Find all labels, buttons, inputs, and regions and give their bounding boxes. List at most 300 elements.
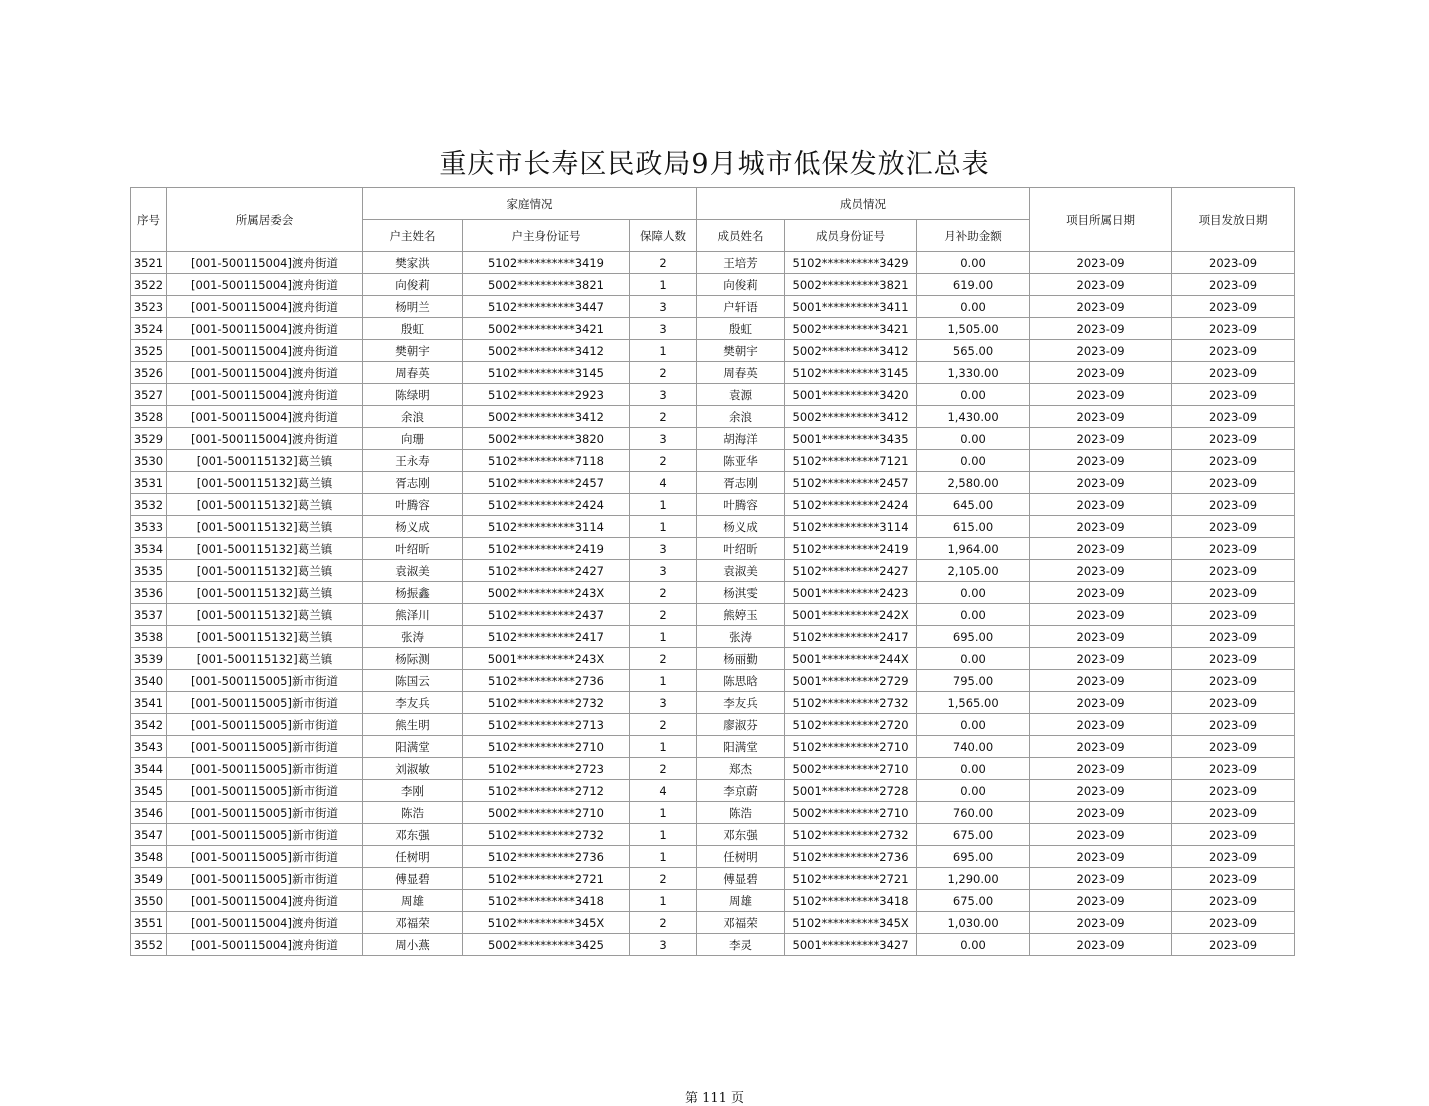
cell-committee: [001-500115004]渡舟街道 (167, 296, 363, 318)
cell-amount: 695.00 (917, 846, 1030, 868)
cell-issue-month: 2023-09 (1172, 868, 1295, 890)
cell-issue-month: 2023-09 (1172, 362, 1295, 384)
cell-head-name: 杨际测 (363, 648, 463, 670)
cell-head-name: 向珊 (363, 428, 463, 450)
cell-head-name: 周小燕 (363, 934, 463, 956)
table-body (131, 252, 1295, 956)
cell-committee: [001-500115132]葛兰镇 (167, 516, 363, 538)
cell-amount: 1,430.00 (917, 406, 1030, 428)
cell-head-id: 5102**********2417 (463, 626, 630, 648)
cell-issue-month: 2023-09 (1172, 604, 1295, 626)
cell-member-name: 李灵 (697, 934, 785, 956)
cell-member-id: 5001**********242X (785, 604, 917, 626)
cell-head-name: 邓福荣 (363, 912, 463, 934)
cell-head-name: 傅显碧 (363, 868, 463, 890)
cell-head-id: 5102**********2712 (463, 780, 630, 802)
cell-amount: 0.00 (917, 428, 1030, 450)
cell-head-name: 任树明 (363, 846, 463, 868)
cell-head-id: 5102**********2713 (463, 714, 630, 736)
cell-member-id: 5102**********2736 (785, 846, 917, 868)
cell-member-id: 5102**********3145 (785, 362, 917, 384)
table-row (131, 868, 1295, 890)
page-number: 第 111 页 (684, 1091, 745, 1106)
cell-count: 3 (630, 428, 697, 450)
cell-count: 1 (630, 824, 697, 846)
cell-head-id: 5102**********7118 (463, 450, 630, 472)
table-row (131, 824, 1295, 846)
cell-count: 2 (630, 362, 697, 384)
cell-head-name: 叶腾容 (363, 494, 463, 516)
cell-issue-month: 2023-09 (1172, 450, 1295, 472)
cell-amount: 0.00 (917, 758, 1030, 780)
cell-count: 4 (630, 472, 697, 494)
cell-count: 3 (630, 934, 697, 956)
cell-committee: [001-500115132]葛兰镇 (167, 494, 363, 516)
cell-committee: [001-500115005]新市街道 (167, 670, 363, 692)
cell-head-id: 5002**********3421 (463, 318, 630, 340)
header-member-id: 成员身份证号 (785, 220, 917, 252)
cell-issue-month: 2023-09 (1172, 296, 1295, 318)
table-row (131, 648, 1295, 670)
cell-member-name: 袁源 (697, 384, 785, 406)
cell-count: 2 (630, 252, 697, 274)
cell-head-id: 5002**********2710 (463, 802, 630, 824)
table-row (131, 538, 1295, 560)
cell-count: 1 (630, 846, 697, 868)
table-row (131, 846, 1295, 868)
cell-committee: [001-500115004]渡舟街道 (167, 274, 363, 296)
cell-committee: [001-500115005]新市街道 (167, 802, 363, 824)
cell-head-name: 邓东强 (363, 824, 463, 846)
cell-head-name: 李刚 (363, 780, 463, 802)
cell-member-id: 5102**********2424 (785, 494, 917, 516)
cell-amount: 740.00 (917, 736, 1030, 758)
cell-head-name: 杨义成 (363, 516, 463, 538)
cell-member-id: 5002**********3412 (785, 406, 917, 428)
cell-head-name: 陈国云 (363, 670, 463, 692)
cell-count: 1 (630, 516, 697, 538)
cell-amount: 1,290.00 (917, 868, 1030, 890)
cell-amount: 760.00 (917, 802, 1030, 824)
header-head-id: 户主身份证号 (463, 220, 630, 252)
cell-member-id: 5102**********2721 (785, 868, 917, 890)
cell-count: 3 (630, 692, 697, 714)
cell-amount: 675.00 (917, 890, 1030, 912)
header-project-month: 项目所属日期 (1030, 188, 1172, 252)
cell-amount: 0.00 (917, 934, 1030, 956)
cell-member-id: 5001**********3411 (785, 296, 917, 318)
cell-seq: 3537 (131, 604, 167, 626)
cell-committee: [001-500115004]渡舟街道 (167, 912, 363, 934)
cell-head-id: 5002**********3820 (463, 428, 630, 450)
cell-count: 3 (630, 296, 697, 318)
cell-issue-month: 2023-09 (1172, 912, 1295, 934)
cell-head-id: 5102**********2721 (463, 868, 630, 890)
cell-amount: 0.00 (917, 582, 1030, 604)
cell-committee: [001-500115004]渡舟街道 (167, 362, 363, 384)
cell-amount: 645.00 (917, 494, 1030, 516)
cell-head-name: 周春英 (363, 362, 463, 384)
cell-seq: 3548 (131, 846, 167, 868)
cell-count: 2 (630, 648, 697, 670)
cell-project-month: 2023-09 (1030, 802, 1172, 824)
cell-count: 2 (630, 406, 697, 428)
cell-head-id: 5102**********3419 (463, 252, 630, 274)
cell-issue-month: 2023-09 (1172, 714, 1295, 736)
cell-project-month: 2023-09 (1030, 494, 1172, 516)
cell-amount: 1,505.00 (917, 318, 1030, 340)
table-row (131, 626, 1295, 648)
cell-member-name: 向俊莉 (697, 274, 785, 296)
cell-member-id: 5102**********2419 (785, 538, 917, 560)
cell-count: 3 (630, 560, 697, 582)
cell-project-month: 2023-09 (1030, 560, 1172, 582)
cell-member-name: 杨丽勤 (697, 648, 785, 670)
cell-count: 2 (630, 604, 697, 626)
cell-seq: 3540 (131, 670, 167, 692)
cell-committee: [001-500115132]葛兰镇 (167, 560, 363, 582)
cell-member-name: 杨淇雯 (697, 582, 785, 604)
cell-amount: 1,330.00 (917, 362, 1030, 384)
cell-count: 2 (630, 450, 697, 472)
cell-head-name: 殷虹 (363, 318, 463, 340)
cell-seq: 3527 (131, 384, 167, 406)
cell-head-name: 张涛 (363, 626, 463, 648)
cell-head-name: 樊家洪 (363, 252, 463, 274)
table-row (131, 692, 1295, 714)
cell-count: 1 (630, 494, 697, 516)
table-row (131, 560, 1295, 582)
cell-count: 1 (630, 626, 697, 648)
cell-issue-month: 2023-09 (1172, 780, 1295, 802)
cell-head-name: 周雄 (363, 890, 463, 912)
cell-member-id: 5002**********3821 (785, 274, 917, 296)
cell-head-name: 杨振鑫 (363, 582, 463, 604)
cell-member-id: 5001**********3420 (785, 384, 917, 406)
cell-member-name: 袁淑美 (697, 560, 785, 582)
cell-committee: [001-500115005]新市街道 (167, 736, 363, 758)
cell-project-month: 2023-09 (1030, 406, 1172, 428)
cell-amount: 695.00 (917, 626, 1030, 648)
cell-member-name: 周雄 (697, 890, 785, 912)
cell-committee: [001-500115004]渡舟街道 (167, 406, 363, 428)
cell-head-name: 叶绍昕 (363, 538, 463, 560)
cell-count: 1 (630, 802, 697, 824)
cell-member-name: 邓东强 (697, 824, 785, 846)
cell-seq: 3535 (131, 560, 167, 582)
table-row (131, 296, 1295, 318)
cell-count: 1 (630, 736, 697, 758)
cell-amount: 0.00 (917, 252, 1030, 274)
table-row (131, 670, 1295, 692)
table-row (131, 406, 1295, 428)
cell-project-month: 2023-09 (1030, 362, 1172, 384)
table-row (131, 318, 1295, 340)
cell-member-id: 5001**********3427 (785, 934, 917, 956)
cell-seq: 3528 (131, 406, 167, 428)
cell-project-month: 2023-09 (1030, 384, 1172, 406)
cell-project-month: 2023-09 (1030, 670, 1172, 692)
cell-project-month: 2023-09 (1030, 824, 1172, 846)
cell-seq: 3521 (131, 252, 167, 274)
header-family-group: 家庭情况 (363, 188, 697, 220)
cell-seq: 3550 (131, 890, 167, 912)
cell-member-name: 陈思晗 (697, 670, 785, 692)
cell-seq: 3546 (131, 802, 167, 824)
header-member-name: 成员姓名 (697, 220, 785, 252)
cell-head-name: 熊生明 (363, 714, 463, 736)
cell-seq: 3526 (131, 362, 167, 384)
cell-seq: 3539 (131, 648, 167, 670)
cell-count: 4 (630, 780, 697, 802)
cell-committee: [001-500115005]新市街道 (167, 780, 363, 802)
cell-head-name: 熊泽川 (363, 604, 463, 626)
cell-count: 2 (630, 868, 697, 890)
cell-committee: [001-500115004]渡舟街道 (167, 340, 363, 362)
cell-member-id: 5001**********2423 (785, 582, 917, 604)
cell-project-month: 2023-09 (1030, 714, 1172, 736)
cell-head-id: 5102**********2710 (463, 736, 630, 758)
cell-member-name: 殷虹 (697, 318, 785, 340)
cell-seq: 3534 (131, 538, 167, 560)
cell-issue-month: 2023-09 (1172, 340, 1295, 362)
cell-head-id: 5102**********2923 (463, 384, 630, 406)
cell-amount: 0.00 (917, 384, 1030, 406)
cell-issue-month: 2023-09 (1172, 516, 1295, 538)
table-row (131, 604, 1295, 626)
cell-project-month: 2023-09 (1030, 780, 1172, 802)
table-row (131, 934, 1295, 956)
cell-project-month: 2023-09 (1030, 736, 1172, 758)
cell-amount: 0.00 (917, 296, 1030, 318)
cell-seq: 3541 (131, 692, 167, 714)
header-issue-month: 项目发放日期 (1172, 188, 1295, 252)
cell-project-month: 2023-09 (1030, 340, 1172, 362)
cell-member-name: 李友兵 (697, 692, 785, 714)
cell-amount: 0.00 (917, 780, 1030, 802)
table-row (131, 428, 1295, 450)
cell-head-name: 樊朝宇 (363, 340, 463, 362)
cell-amount: 0.00 (917, 714, 1030, 736)
cell-member-id: 5002**********2710 (785, 758, 917, 780)
cell-seq: 3524 (131, 318, 167, 340)
table-row (131, 890, 1295, 912)
cell-member-name: 胡海洋 (697, 428, 785, 450)
cell-seq: 3547 (131, 824, 167, 846)
cell-seq: 3536 (131, 582, 167, 604)
cell-committee: [001-500115004]渡舟街道 (167, 384, 363, 406)
cell-amount: 1,565.00 (917, 692, 1030, 714)
cell-member-name: 胥志刚 (697, 472, 785, 494)
cell-committee: [001-500115005]新市街道 (167, 824, 363, 846)
cell-project-month: 2023-09 (1030, 318, 1172, 340)
cell-member-name: 张涛 (697, 626, 785, 648)
cell-amount: 2,105.00 (917, 560, 1030, 582)
cell-head-name: 陈浩 (363, 802, 463, 824)
table-row (131, 252, 1295, 274)
table-row (131, 582, 1295, 604)
cell-member-name: 邓福荣 (697, 912, 785, 934)
cell-member-id: 5102**********2732 (785, 692, 917, 714)
cell-amount: 1,030.00 (917, 912, 1030, 934)
cell-project-month: 2023-09 (1030, 604, 1172, 626)
cell-head-id: 5002**********3412 (463, 406, 630, 428)
cell-member-id: 5102**********3418 (785, 890, 917, 912)
cell-member-id: 5102**********2732 (785, 824, 917, 846)
cell-issue-month: 2023-09 (1172, 560, 1295, 582)
cell-project-month: 2023-09 (1030, 516, 1172, 538)
cell-head-name: 王永寿 (363, 450, 463, 472)
cell-amount: 2,580.00 (917, 472, 1030, 494)
table-row (131, 780, 1295, 802)
cell-head-id: 5102**********3418 (463, 890, 630, 912)
cell-member-id: 5001**********244X (785, 648, 917, 670)
cell-committee: [001-500115132]葛兰镇 (167, 604, 363, 626)
cell-member-name: 李京蔚 (697, 780, 785, 802)
summary-table (130, 187, 1295, 956)
table-row (131, 274, 1295, 296)
cell-head-name: 陈绿明 (363, 384, 463, 406)
cell-member-name: 周春英 (697, 362, 785, 384)
cell-issue-month: 2023-09 (1172, 670, 1295, 692)
cell-issue-month: 2023-09 (1172, 846, 1295, 868)
cell-member-name: 王培芳 (697, 252, 785, 274)
cell-seq: 3525 (131, 340, 167, 362)
cell-seq: 3538 (131, 626, 167, 648)
cell-head-id: 5002**********3425 (463, 934, 630, 956)
cell-head-id: 5102**********2723 (463, 758, 630, 780)
cell-project-month: 2023-09 (1030, 890, 1172, 912)
cell-member-id: 5001**********2729 (785, 670, 917, 692)
cell-amount: 565.00 (917, 340, 1030, 362)
cell-member-name: 熊婷玉 (697, 604, 785, 626)
cell-member-name: 陈浩 (697, 802, 785, 824)
cell-member-name: 阳满堂 (697, 736, 785, 758)
cell-project-month: 2023-09 (1030, 274, 1172, 296)
cell-committee: [001-500115005]新市街道 (167, 758, 363, 780)
cell-project-month: 2023-09 (1030, 846, 1172, 868)
cell-seq: 3552 (131, 934, 167, 956)
cell-seq: 3531 (131, 472, 167, 494)
cell-committee: [001-500115132]葛兰镇 (167, 450, 363, 472)
cell-member-name: 郑杰 (697, 758, 785, 780)
cell-member-id: 5102**********2457 (785, 472, 917, 494)
cell-issue-month: 2023-09 (1172, 648, 1295, 670)
header-head-name: 户主姓名 (363, 220, 463, 252)
cell-count: 2 (630, 714, 697, 736)
cell-project-month: 2023-09 (1030, 868, 1172, 890)
table-row (131, 472, 1295, 494)
header-amount: 月补助金额 (917, 220, 1030, 252)
cell-project-month: 2023-09 (1030, 648, 1172, 670)
cell-head-id: 5102**********2457 (463, 472, 630, 494)
cell-issue-month: 2023-09 (1172, 736, 1295, 758)
cell-amount: 0.00 (917, 450, 1030, 472)
cell-member-name: 廖淑芬 (697, 714, 785, 736)
cell-issue-month: 2023-09 (1172, 582, 1295, 604)
cell-head-name: 余浪 (363, 406, 463, 428)
cell-count: 2 (630, 582, 697, 604)
header-count: 保障人数 (630, 220, 697, 252)
cell-project-month: 2023-09 (1030, 538, 1172, 560)
cell-committee: [001-500115005]新市街道 (167, 868, 363, 890)
cell-issue-month: 2023-09 (1172, 692, 1295, 714)
cell-project-month: 2023-09 (1030, 934, 1172, 956)
cell-head-id: 5102**********2424 (463, 494, 630, 516)
cell-issue-month: 2023-09 (1172, 318, 1295, 340)
cell-seq: 3551 (131, 912, 167, 934)
cell-committee: [001-500115005]新市街道 (167, 692, 363, 714)
cell-member-id: 5102**********2427 (785, 560, 917, 582)
cell-committee: [001-500115132]葛兰镇 (167, 626, 363, 648)
cell-seq: 3544 (131, 758, 167, 780)
cell-committee: [001-500115132]葛兰镇 (167, 472, 363, 494)
cell-committee: [001-500115004]渡舟街道 (167, 890, 363, 912)
page-title: 重庆市长寿区民政局9月城市低保发放汇总表 (439, 149, 990, 180)
cell-issue-month: 2023-09 (1172, 274, 1295, 296)
cell-count: 1 (630, 340, 697, 362)
cell-project-month: 2023-09 (1030, 582, 1172, 604)
cell-member-name: 叶绍昕 (697, 538, 785, 560)
cell-committee: [001-500115004]渡舟街道 (167, 428, 363, 450)
cell-committee: [001-500115005]新市街道 (167, 714, 363, 736)
cell-committee: [001-500115004]渡舟街道 (167, 318, 363, 340)
cell-head-name: 杨明兰 (363, 296, 463, 318)
cell-project-month: 2023-09 (1030, 692, 1172, 714)
cell-member-id: 5002**********3412 (785, 340, 917, 362)
cell-member-name: 傅显碧 (697, 868, 785, 890)
cell-issue-month: 2023-09 (1172, 824, 1295, 846)
table-row (131, 802, 1295, 824)
cell-committee: [001-500115132]葛兰镇 (167, 648, 363, 670)
cell-member-id: 5102**********2710 (785, 736, 917, 758)
cell-issue-month: 2023-09 (1172, 626, 1295, 648)
cell-head-id: 5102**********2736 (463, 846, 630, 868)
cell-issue-month: 2023-09 (1172, 406, 1295, 428)
cell-project-month: 2023-09 (1030, 252, 1172, 274)
cell-seq: 3532 (131, 494, 167, 516)
cell-amount: 795.00 (917, 670, 1030, 692)
cell-member-id: 5102**********2720 (785, 714, 917, 736)
cell-head-name: 李友兵 (363, 692, 463, 714)
table-row (131, 516, 1295, 538)
cell-committee: [001-500115004]渡舟街道 (167, 934, 363, 956)
cell-member-name: 任树明 (697, 846, 785, 868)
cell-head-id: 5102**********2732 (463, 824, 630, 846)
cell-amount: 619.00 (917, 274, 1030, 296)
cell-head-name: 刘淑敏 (363, 758, 463, 780)
header-committee: 所属居委会 (167, 188, 363, 252)
cell-member-name: 户轩语 (697, 296, 785, 318)
cell-member-id: 5102**********3429 (785, 252, 917, 274)
cell-count: 3 (630, 538, 697, 560)
table-row (131, 758, 1295, 780)
cell-project-month: 2023-09 (1030, 758, 1172, 780)
cell-seq: 3522 (131, 274, 167, 296)
cell-head-id: 5102**********345X (463, 912, 630, 934)
cell-issue-month: 2023-09 (1172, 494, 1295, 516)
cell-seq: 3545 (131, 780, 167, 802)
cell-head-id: 5102**********2427 (463, 560, 630, 582)
cell-seq: 3529 (131, 428, 167, 450)
cell-count: 2 (630, 758, 697, 780)
cell-project-month: 2023-09 (1030, 296, 1172, 318)
cell-amount: 0.00 (917, 648, 1030, 670)
cell-issue-month: 2023-09 (1172, 758, 1295, 780)
cell-committee: [001-500115005]新市街道 (167, 846, 363, 868)
cell-head-name: 胥志刚 (363, 472, 463, 494)
cell-head-id: 5102**********3145 (463, 362, 630, 384)
